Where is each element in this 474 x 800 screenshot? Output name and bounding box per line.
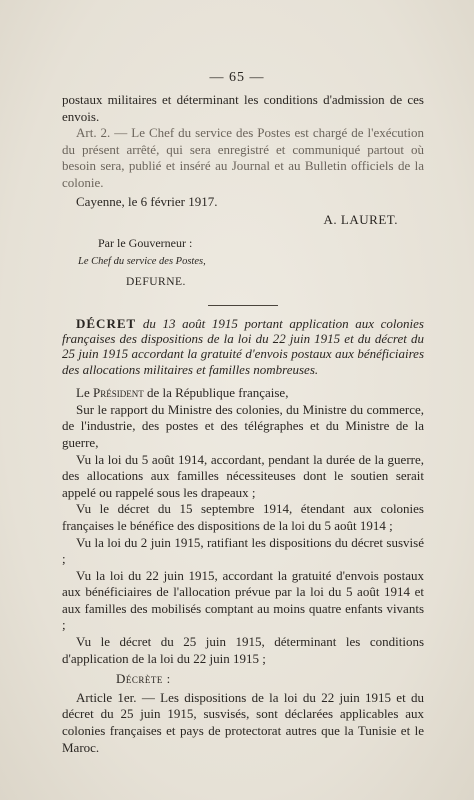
paragraph-vu-loi-5-aout: Vu la loi du 5 août 1914, accordant, pendant la durée de la guerre, des allocations aux familles nécessiteuses dont le soutien serait appelé ou rappelé sous les drapeaux ;	[62, 451, 424, 500]
chef-du-service: Le Chef du service des Postes,	[78, 256, 206, 268]
paragraph-vu-loi-2-juin: Vu la loi du 2 juin 1915, ratifiant les dispositions du décret susvisé ;	[62, 534, 424, 567]
section-divider	[208, 305, 278, 306]
paragraph-article-2: Art. 2. — Le Chef du service des Postes est chargé de l'exécution du présent arrêté, qui sera enregistré et communiqué partout où besoin sera, publié et inséré au Journal et au Bulletin officiels de la colonie.	[62, 125, 424, 190]
president-line	[62, 385, 424, 402]
signature-lauret: A. LAURET.	[323, 212, 398, 228]
date-line: Cayenne, le 6 février 1917.	[76, 193, 218, 209]
paragraph-vu-decret-25-juin: Vu le décret du 25 juin 1915, déterminant les conditions d'application de la loi du 22 juin 1915 ;	[62, 634, 424, 666]
decret-title	[62, 316, 424, 378]
paragraph-sur-rapport: Sur le rapport du Ministre des colonies, du Ministre du commerce, de l'industrie, des postes et des télégraphes et du Ministre de la guerre,	[62, 401, 424, 450]
par-le-gouverneur: Par le Gouverneur :	[98, 235, 193, 250]
decrete-heading: Décrète :	[116, 671, 171, 687]
president-rest: de la République française,	[143, 385, 289, 401]
president-word: Président	[92, 385, 144, 401]
paragraph-vu-loi-22-juin: Vu la loi du 22 juin 1915, accordant la gratuité d'envois postaux aux bénéficiaires de l'allocation prévue par la loi du 5 août 1914 et aux familles des mobilisés comptant au moins quatre enfants vivants ;	[62, 567, 424, 633]
page-number: — 65 —	[209, 70, 265, 85]
president-prefix: Le	[76, 385, 93, 401]
decret-lead: DÉCRET	[76, 315, 137, 331]
paragraph-postaux: postaux militaires et déterminant les conditions d'admission de ces envois.	[62, 92, 424, 124]
signatory-defurne: DEFURNE.	[126, 275, 186, 288]
paragraph-article-1: Article 1er. — Les dispositions de la loi du 22 juin 1915 et du décret du 25 juin 1915, susvisés, sont déclarées applicables aux colonies françaises et pays de protectorat autres que la Tunisie et le Maroc.	[62, 689, 424, 755]
paragraph-vu-decret-15-sept: Vu le décret du 15 septembre 1914, étendant aux colonies françaises le bénéfice des dispositions de la loi du 5 août 1914 ;	[62, 501, 424, 533]
page-body	[62, 92, 424, 756]
decret-title-text: du 13 août 1915 portant application aux colonies françaises des dispositions de la loi du 22 juin 1915 et du décret du 25 juin 1915 accordant la gratuité d'envois postaux aux bénéficiaires des allocations militaires et familles nombreuses.	[62, 315, 424, 377]
